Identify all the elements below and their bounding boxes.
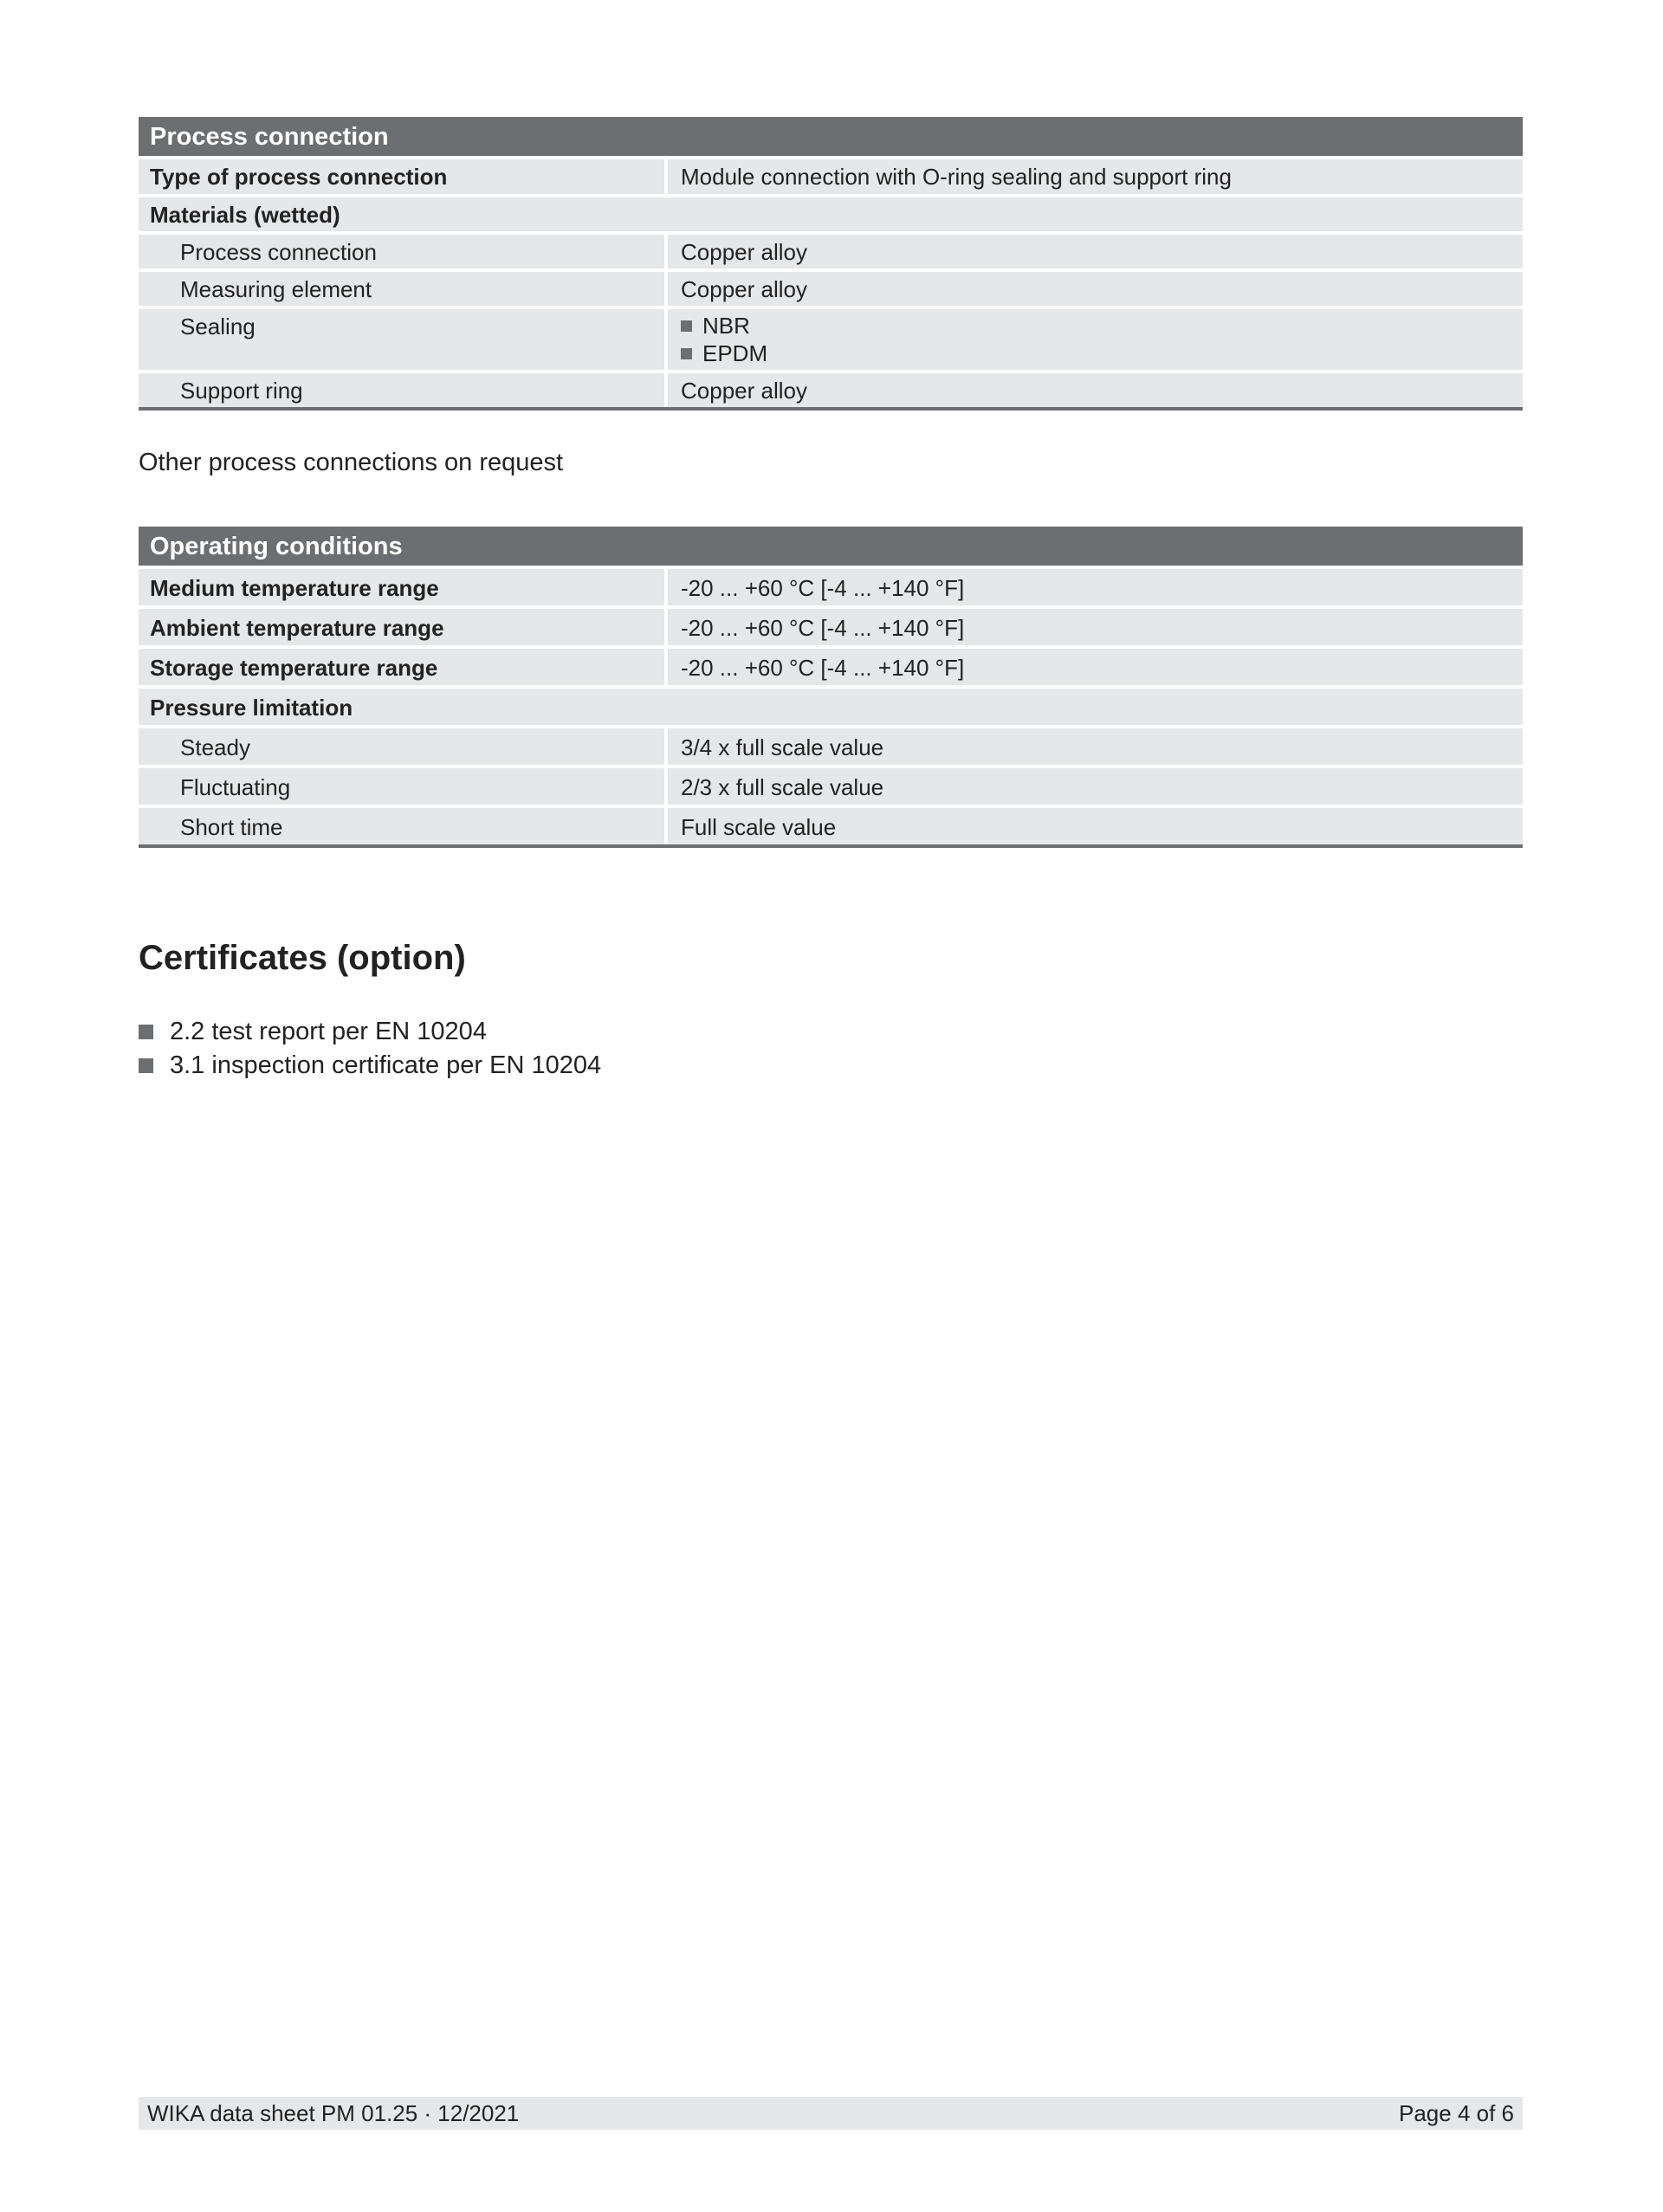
material-row-label: Measuring element	[139, 272, 664, 306]
storage-temperature-label: Storage temperature range	[139, 649, 664, 685]
operating-conditions-title: Operating conditions	[139, 527, 1523, 566]
footer-page-number: Page 4 of 6	[1399, 2099, 1514, 2126]
ambient-temperature-value: -20 ... +60 °C [-4 ... +140 °F]	[668, 609, 1523, 645]
support-ring-label: Support ring	[139, 373, 664, 407]
certificate-item: 3.1 inspection certificate per EN 10204	[170, 1051, 602, 1079]
certificate-item: 2.2 test report per EN 10204	[170, 1018, 487, 1045]
process-connection-title: Process connection	[139, 117, 1523, 156]
medium-temperature-value: -20 ... +60 °C [-4 ... +140 °F]	[668, 569, 1523, 605]
list-item	[681, 340, 1523, 367]
table-row	[139, 768, 1523, 805]
certificates-heading: Certificates (option)	[139, 939, 466, 977]
ambient-temperature-label: Ambient temperature range	[139, 609, 664, 645]
sealing-value: EPDM	[702, 340, 768, 366]
pressure-limitation-label: Pressure limitation	[139, 689, 1523, 725]
square-bullet-icon	[139, 1025, 153, 1039]
material-row-value: Copper alloy	[668, 235, 1523, 268]
table-row	[139, 808, 1523, 844]
table-row	[139, 309, 1523, 370]
table-row	[139, 272, 1523, 306]
table-row	[139, 728, 1523, 765]
pressure-row-value: 3/4 x full scale value	[668, 728, 1523, 765]
table-row	[139, 649, 1523, 685]
page-footer	[139, 2097, 1523, 2130]
sealing-value: NBR	[702, 313, 750, 339]
pressure-row-label: Steady	[139, 728, 664, 765]
process-connections-note: Other process connections on request	[139, 449, 564, 476]
storage-temperature-value: -20 ... +60 °C [-4 ... +140 °F]	[668, 649, 1523, 685]
materials-wetted-label: Materials (wetted)	[139, 197, 1523, 231]
pressure-row-value: Full scale value	[668, 808, 1523, 844]
material-row-value: Copper alloy	[668, 272, 1523, 306]
footer-datasheet-id: WIKA data sheet PM 01.25 · 12/2021	[147, 2099, 520, 2126]
type-of-process-connection-value: Module connection with O-ring sealing and support ring	[668, 159, 1523, 194]
list-item	[681, 312, 1523, 340]
sealing-label: Sealing	[139, 309, 664, 370]
sealing-values	[668, 309, 1523, 370]
list-item	[139, 1015, 601, 1049]
table-row	[139, 609, 1523, 645]
table-row	[139, 197, 1523, 231]
support-ring-value: Copper alloy	[668, 373, 1523, 407]
material-row-label: Process connection	[139, 235, 664, 268]
table-row	[139, 373, 1523, 407]
table-row	[139, 159, 1523, 194]
pressure-row-value: 2/3 x full scale value	[668, 768, 1523, 805]
operating-conditions-table	[139, 527, 1523, 848]
square-bullet-icon	[139, 1058, 153, 1073]
square-bullet-icon	[681, 320, 692, 332]
type-of-process-connection-label: Type of process connection	[139, 159, 664, 194]
table-row	[139, 235, 1523, 268]
medium-temperature-label: Medium temperature range	[139, 569, 664, 605]
table-row	[139, 569, 1523, 605]
certificates-list	[139, 1015, 601, 1083]
square-bullet-icon	[681, 348, 692, 359]
pressure-row-label: Short time	[139, 808, 664, 844]
list-item	[139, 1049, 601, 1083]
pressure-row-label: Fluctuating	[139, 768, 664, 805]
process-connection-table	[139, 117, 1523, 411]
table-row	[139, 689, 1523, 725]
